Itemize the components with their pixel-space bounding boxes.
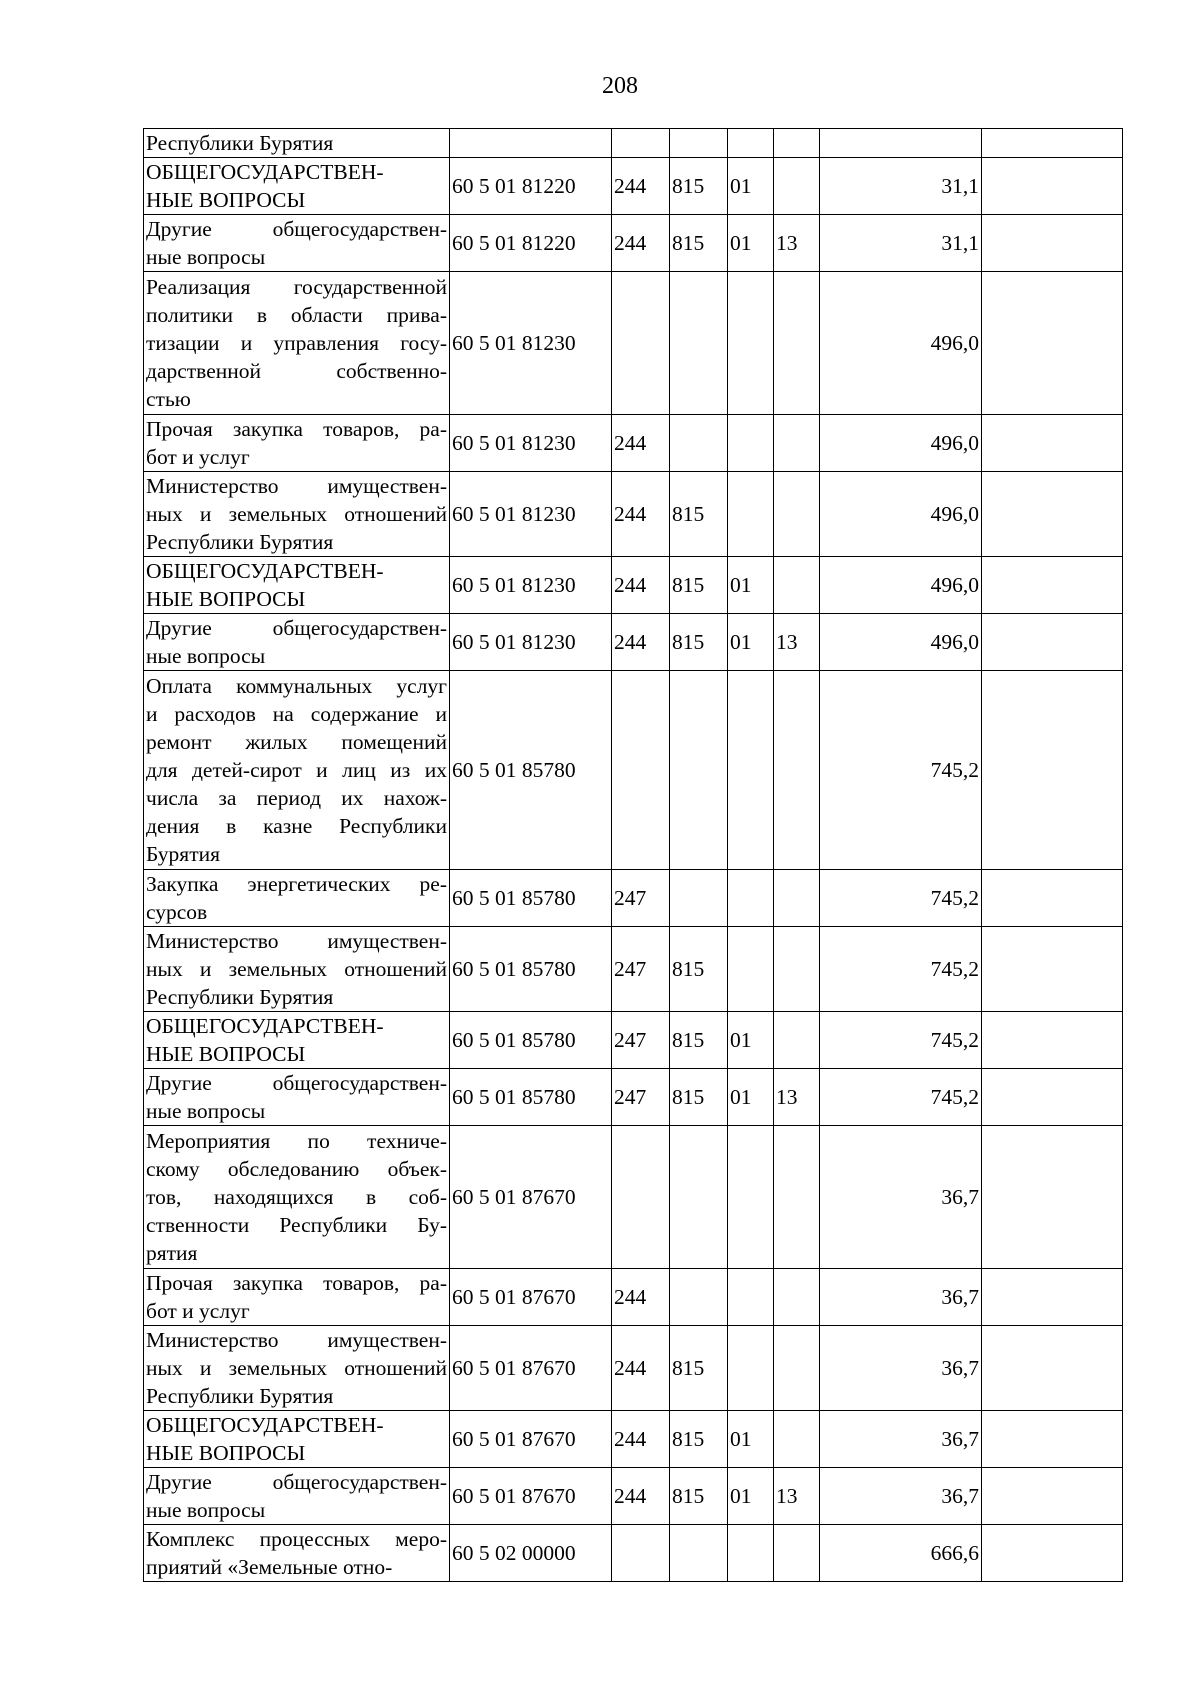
item-name-line: тизации и управления госу- (146, 331, 447, 355)
section-cell (728, 1126, 774, 1269)
item-name-cell (144, 415, 450, 472)
item-name-line: дарственной собственно- (146, 359, 447, 383)
item-name-line: НЫЕ ВОПРОСЫ (146, 1042, 306, 1066)
item-name-line: сурсов (146, 900, 208, 924)
item-name-line: бот и услуг (146, 445, 250, 469)
section-cell (728, 671, 774, 870)
item-name-line: Комплекс процессных меро- (146, 1527, 447, 1551)
subsection-cell (774, 158, 820, 215)
target-article-cell: 60 5 01 85780 (450, 870, 612, 927)
amount-cell: 31,1 (820, 215, 982, 272)
item-name-cell (144, 927, 450, 1012)
table-row (144, 129, 1123, 158)
budget-table (143, 128, 1123, 1582)
item-name-cell (144, 215, 450, 272)
administrator-cell (670, 671, 728, 870)
item-name-line: Министерство имуществен- (146, 1328, 447, 1352)
target-article-cell: 60 5 01 87670 (450, 1468, 612, 1525)
administrator-cell (670, 1269, 728, 1326)
item-name-line: ные вопросы (146, 245, 266, 269)
item-name-line: Бурятия (146, 842, 220, 866)
target-article-cell: 60 5 01 85780 (450, 1012, 612, 1069)
item-name-cell (144, 1012, 450, 1069)
table-row (144, 1069, 1123, 1126)
target-article-cell: 60 5 01 87670 (450, 1269, 612, 1326)
amount-cell: 496,0 (820, 272, 982, 415)
amount-cell: 666,6 (820, 1525, 982, 1582)
expense-type-cell: 244 (612, 1269, 670, 1326)
expense-type-cell: 247 (612, 1012, 670, 1069)
item-name-line: ОБЩЕГОСУДАРСТВЕН- (146, 1014, 384, 1038)
item-name-line: Другие общегосударствен- (146, 217, 447, 241)
empty-cell (982, 158, 1123, 215)
item-name-line: Министерство имуществен- (146, 474, 447, 498)
table-row (144, 1012, 1123, 1069)
item-name-cell (144, 158, 450, 215)
target-article-cell: 60 5 01 81230 (450, 557, 612, 614)
amount-cell: 496,0 (820, 614, 982, 671)
target-article-cell: 60 5 01 81230 (450, 272, 612, 415)
item-name-line: ных и земельных отношений (146, 957, 447, 981)
empty-cell (982, 557, 1123, 614)
item-name-cell (144, 1411, 450, 1468)
empty-cell (982, 129, 1123, 158)
target-article-cell: 60 5 01 85780 (450, 1069, 612, 1126)
item-name-line: Министерство имуществен- (146, 929, 447, 953)
empty-cell (982, 1411, 1123, 1468)
subsection-cell (774, 472, 820, 557)
subsection-cell: 13 (774, 1069, 820, 1126)
table-row (144, 671, 1123, 870)
item-name-line: дения в казне Республики (146, 814, 447, 838)
item-name-cell (144, 614, 450, 671)
section-cell (728, 1525, 774, 1582)
target-article-cell: 60 5 01 81220 (450, 215, 612, 272)
amount-cell: 31,1 (820, 158, 982, 215)
item-name-line: ных и земельных отношений (146, 1356, 447, 1380)
item-name-line: НЫЕ ВОПРОСЫ (146, 1441, 306, 1465)
table-row (144, 614, 1123, 671)
item-name-line: Республики Бурятия (146, 530, 334, 554)
item-name-cell (144, 1126, 450, 1269)
administrator-cell: 815 (670, 1468, 728, 1525)
target-article-cell: 60 5 01 81230 (450, 472, 612, 557)
subsection-cell (774, 129, 820, 158)
item-name-line: Оплата коммунальных услуг (146, 674, 447, 698)
target-article-cell: 60 5 01 85780 (450, 671, 612, 870)
section-cell (728, 129, 774, 158)
item-name-line: Прочая закупка товаров, ра- (146, 1271, 447, 1295)
empty-cell (982, 927, 1123, 1012)
item-name-cell (144, 1468, 450, 1525)
item-name-line: ОБЩЕГОСУДАРСТВЕН- (146, 160, 384, 184)
section-cell (728, 927, 774, 1012)
administrator-cell: 815 (670, 1411, 728, 1468)
amount-cell: 36,7 (820, 1326, 982, 1411)
amount-cell (820, 129, 982, 158)
item-name-line: ные вопросы (146, 644, 266, 668)
subsection-cell (774, 927, 820, 1012)
expense-type-cell: 247 (612, 1069, 670, 1126)
section-cell (728, 472, 774, 557)
item-name-line: НЫЕ ВОПРОСЫ (146, 188, 306, 212)
section-cell: 01 (728, 614, 774, 671)
item-name-line: Республики Бурятия (146, 985, 334, 1009)
subsection-cell (774, 1525, 820, 1582)
amount-cell: 496,0 (820, 415, 982, 472)
target-article-cell (450, 129, 612, 158)
item-name-cell (144, 1326, 450, 1411)
section-cell (728, 272, 774, 415)
administrator-cell: 815 (670, 1069, 728, 1126)
item-name-line: НЫЕ ВОПРОСЫ (146, 587, 306, 611)
expense-type-cell: 244 (612, 1411, 670, 1468)
item-name-line: ные вопросы (146, 1498, 266, 1522)
section-cell: 01 (728, 1069, 774, 1126)
subsection-cell (774, 671, 820, 870)
subsection-cell (774, 272, 820, 415)
item-name-cell (144, 472, 450, 557)
empty-cell (982, 1012, 1123, 1069)
subsection-cell (774, 557, 820, 614)
item-name-cell (144, 1269, 450, 1326)
item-name-line: Мероприятия по техниче- (146, 1129, 447, 1153)
expense-type-cell: 244 (612, 1326, 670, 1411)
subsection-cell (774, 415, 820, 472)
subsection-cell (774, 870, 820, 927)
item-name-cell (144, 1069, 450, 1126)
amount-cell: 36,7 (820, 1269, 982, 1326)
item-name-line: Закупка энергетических ре- (146, 872, 447, 896)
item-name-line: скому обследованию объек- (146, 1157, 447, 1181)
amount-cell: 496,0 (820, 472, 982, 557)
item-name-line: ремонт жилых помещений (146, 730, 447, 754)
target-article-cell: 60 5 01 81230 (450, 614, 612, 671)
amount-cell: 36,7 (820, 1468, 982, 1525)
item-name-line: Республики Бурятия (146, 131, 334, 155)
section-cell: 01 (728, 1468, 774, 1525)
item-name-cell (144, 1525, 450, 1582)
item-name-line: ных и земельных отношений (146, 502, 447, 526)
section-cell: 01 (728, 557, 774, 614)
amount-cell: 745,2 (820, 927, 982, 1012)
item-name-line: политики в области прива- (146, 303, 447, 327)
section-cell: 01 (728, 1411, 774, 1468)
expense-type-cell (612, 272, 670, 415)
administrator-cell: 815 (670, 1012, 728, 1069)
table-row (144, 927, 1123, 1012)
target-article-cell: 60 5 01 81230 (450, 415, 612, 472)
item-name-line: Другие общегосударствен- (146, 616, 447, 640)
table-row (144, 415, 1123, 472)
table-row (144, 1411, 1123, 1468)
empty-cell (982, 1326, 1123, 1411)
expense-type-cell: 244 (612, 215, 670, 272)
table-row (144, 472, 1123, 557)
item-name-line: ственности Республики Бу- (146, 1213, 447, 1237)
table-row (144, 1326, 1123, 1411)
expense-type-cell: 244 (612, 1468, 670, 1525)
expense-type-cell (612, 1126, 670, 1269)
item-name-line: ные вопросы (146, 1099, 266, 1123)
item-name-line: Другие общегосударствен- (146, 1071, 447, 1095)
administrator-cell (670, 1126, 728, 1269)
section-cell (728, 1326, 774, 1411)
item-name-line: бот и услуг (146, 1299, 250, 1323)
section-cell (728, 870, 774, 927)
administrator-cell (670, 415, 728, 472)
administrator-cell (670, 1525, 728, 1582)
table-row (144, 870, 1123, 927)
empty-cell (982, 671, 1123, 870)
administrator-cell: 815 (670, 614, 728, 671)
expense-type-cell: 244 (612, 415, 670, 472)
administrator-cell: 815 (670, 927, 728, 1012)
amount-cell: 36,7 (820, 1126, 982, 1269)
empty-cell (982, 870, 1123, 927)
administrator-cell: 815 (670, 1326, 728, 1411)
expense-type-cell: 244 (612, 158, 670, 215)
amount-cell: 496,0 (820, 557, 982, 614)
administrator-cell: 815 (670, 215, 728, 272)
item-name-line: Реализация государственной (146, 275, 447, 299)
section-cell: 01 (728, 215, 774, 272)
expense-type-cell (612, 1525, 670, 1582)
table-row (144, 215, 1123, 272)
table-row (144, 1468, 1123, 1525)
item-name-line: для детей-сирот и лиц из их (146, 758, 447, 782)
empty-cell (982, 272, 1123, 415)
target-article-cell: 60 5 01 87670 (450, 1326, 612, 1411)
amount-cell: 36,7 (820, 1411, 982, 1468)
empty-cell (982, 215, 1123, 272)
table-row (144, 1126, 1123, 1269)
empty-cell (982, 415, 1123, 472)
table-body (144, 129, 1123, 1582)
section-cell: 01 (728, 158, 774, 215)
subsection-cell (774, 1012, 820, 1069)
item-name-line: стью (146, 387, 191, 411)
item-name-line: Другие общегосударствен- (146, 1470, 447, 1494)
subsection-cell (774, 1326, 820, 1411)
expense-type-cell: 247 (612, 870, 670, 927)
target-article-cell: 60 5 01 85780 (450, 927, 612, 1012)
page-number: 208 (602, 73, 638, 99)
subsection-cell: 13 (774, 1468, 820, 1525)
target-article-cell: 60 5 01 87670 (450, 1126, 612, 1269)
expense-type-cell (612, 129, 670, 158)
expense-type-cell: 244 (612, 557, 670, 614)
table-row (144, 158, 1123, 215)
table-row (144, 1269, 1123, 1326)
item-name-line: Республики Бурятия (146, 1384, 334, 1408)
empty-cell (982, 1069, 1123, 1126)
table-row (144, 557, 1123, 614)
amount-cell: 745,2 (820, 671, 982, 870)
item-name-cell (144, 557, 450, 614)
item-name-cell (144, 129, 450, 158)
item-name-line: ОБЩЕГОСУДАРСТВЕН- (146, 559, 384, 583)
administrator-cell: 815 (670, 158, 728, 215)
administrator-cell (670, 870, 728, 927)
expense-type-cell (612, 671, 670, 870)
item-name-line: Прочая закупка товаров, ра- (146, 417, 447, 441)
empty-cell (982, 614, 1123, 671)
subsection-cell (774, 1411, 820, 1468)
item-name-line: числа за период их нахож- (146, 786, 447, 810)
empty-cell (982, 1468, 1123, 1525)
target-article-cell: 60 5 01 87670 (450, 1411, 612, 1468)
empty-cell (982, 472, 1123, 557)
empty-cell (982, 1126, 1123, 1269)
table-row (144, 1525, 1123, 1582)
item-name-cell (144, 870, 450, 927)
item-name-line: ОБЩЕГОСУДАРСТВЕН- (146, 1413, 384, 1437)
item-name-line: тов, находящихся в соб- (146, 1185, 447, 1209)
section-cell (728, 415, 774, 472)
empty-cell (982, 1269, 1123, 1326)
empty-cell (982, 1525, 1123, 1582)
target-article-cell: 60 5 02 00000 (450, 1525, 612, 1582)
administrator-cell (670, 272, 728, 415)
amount-cell: 745,2 (820, 1012, 982, 1069)
section-cell: 01 (728, 1012, 774, 1069)
expense-type-cell: 247 (612, 927, 670, 1012)
section-cell (728, 1269, 774, 1326)
expense-type-cell: 244 (612, 472, 670, 557)
target-article-cell: 60 5 01 81220 (450, 158, 612, 215)
subsection-cell: 13 (774, 614, 820, 671)
amount-cell: 745,2 (820, 870, 982, 927)
subsection-cell (774, 1269, 820, 1326)
table-row (144, 272, 1123, 415)
administrator-cell (670, 129, 728, 158)
administrator-cell: 815 (670, 557, 728, 614)
item-name-cell (144, 272, 450, 415)
subsection-cell: 13 (774, 215, 820, 272)
item-name-cell (144, 671, 450, 870)
item-name-line: приятий «Земельные отно- (146, 1555, 393, 1579)
amount-cell: 745,2 (820, 1069, 982, 1126)
item-name-line: рятия (146, 1241, 198, 1265)
item-name-line: и расходов на содержание и (146, 702, 447, 726)
expense-type-cell: 244 (612, 614, 670, 671)
subsection-cell (774, 1126, 820, 1269)
administrator-cell: 815 (670, 472, 728, 557)
